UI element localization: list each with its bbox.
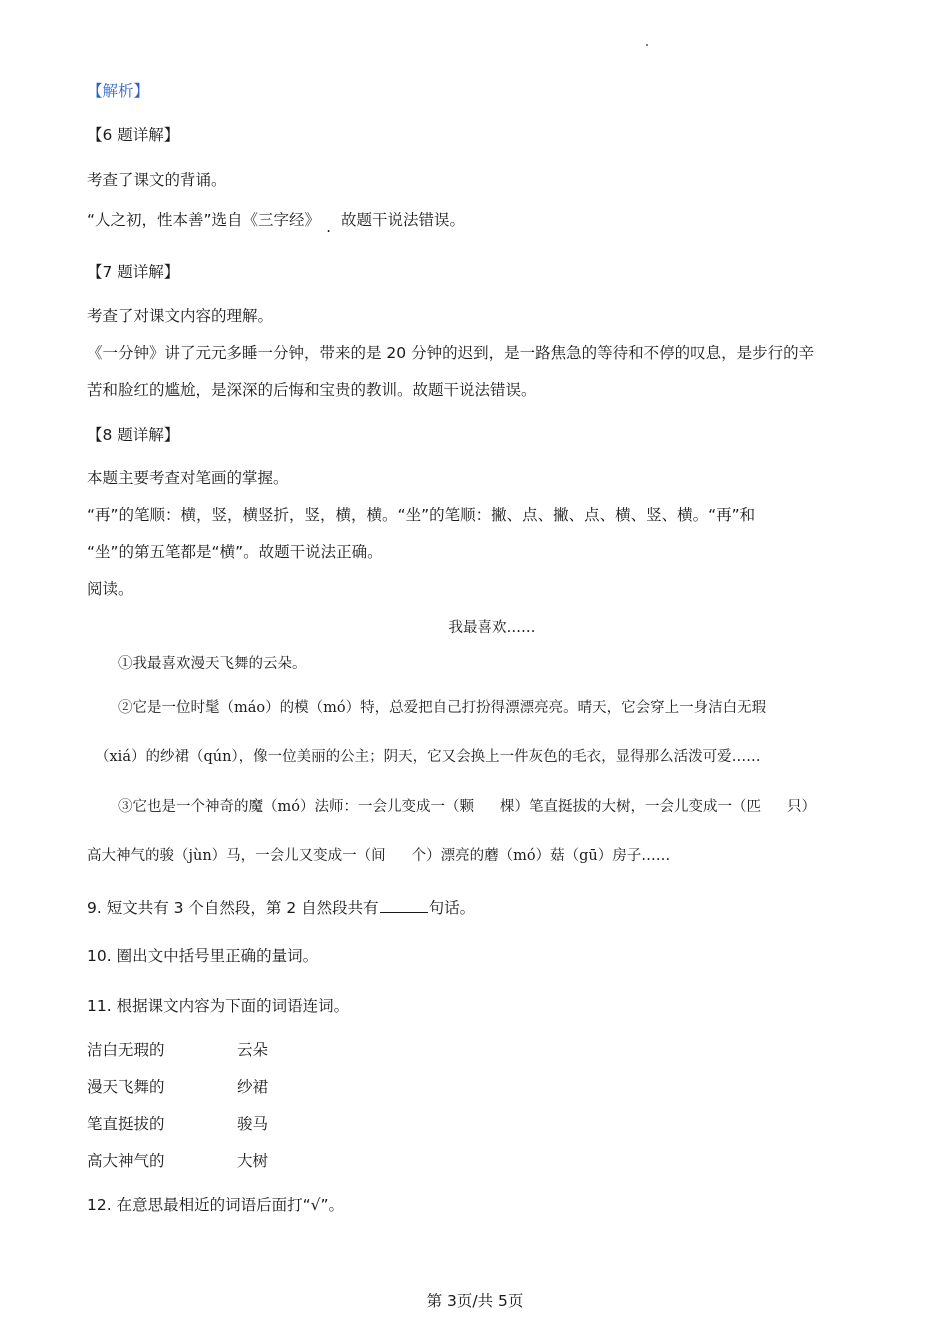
page-mark — [646, 44, 648, 46]
page-footer: 第 3页/共 5页 — [426, 1292, 524, 1310]
q11-left-item[interactable]: 洁白无瑕的 — [87, 1041, 165, 1059]
q11-right-item[interactable]: 骏马 — [237, 1115, 269, 1133]
passage-p2-line2: （xiá）的纱裙（qún），像一位美丽的公主；阴天，它又会换上一件灰色的毛衣，显得那么活泼可爱…… — [95, 749, 761, 765]
q9 — [87, 896, 475, 919]
q8-heading: 【8 题详解】 — [87, 426, 180, 444]
q12: 12. 在意思最相近的词语后面打“√”。 — [87, 1196, 345, 1214]
passage-p3-line2-a: 高大神气的骏（jùn）马，一会儿又变成一（间 — [87, 848, 386, 864]
passage-p2-line1: ②它是一位时髦（máo）的模（mó）特，总爱把自己打扮得漂漂亮亮。晴天，它会穿上一身洁白无瑕 — [118, 700, 767, 716]
q6-line2 — [87, 209, 466, 236]
q8-line3: “坐”的第五笔都是“横”。故题干说法正确。 — [87, 543, 383, 561]
q11-prompt: 11. 根据课文内容为下面的词语连词。 — [87, 997, 350, 1015]
passage-p3-line1-c: 只） — [786, 799, 816, 815]
q7-line2: 《一分钟》讲了元元多睡一分钟，带来的是 20 分钟的迟到，是一路焦急的等待和不停的叹息，是步行的辛 — [87, 344, 815, 362]
q9-text-before: 9. 短文共有 3 个自然段，第 2 自然段共有 — [87, 899, 379, 917]
q9-text-after: 句话。 — [428, 899, 476, 917]
passage-title: 我最喜欢…… — [448, 620, 536, 636]
q6-line2-dot: . — [326, 218, 331, 236]
q11-right-item[interactable]: 纱裙 — [237, 1078, 269, 1096]
q7-line3: 苦和脸红的尴尬，是深深的后悔和宝贵的教训。故题干说法错误。 — [87, 381, 537, 399]
q8-line1: 本题主要考查对笔画的掌握。 — [87, 469, 289, 487]
q11-right-item[interactable]: 大树 — [237, 1152, 269, 1170]
q11-left-item[interactable]: 笔直挺拔的 — [87, 1115, 165, 1133]
q8-line2: “再”的笔顺：横，竖，横竖折，竖，横，横。“坐”的笔顺：撇、点、撇、点、横、竖、横。“再”和 — [87, 506, 756, 524]
passage-p1: ①我最喜欢漫天飞舞的云朵。 — [118, 656, 307, 672]
q11-right-item[interactable]: 云朵 — [237, 1041, 269, 1059]
q9-answer-blank[interactable] — [380, 896, 428, 913]
passage-p3-line2 — [87, 845, 670, 867]
reading-label: 阅读。 — [87, 580, 134, 598]
q11-left-item[interactable]: 漫天飞舞的 — [87, 1078, 165, 1096]
passage-p3-line1-b: 棵）笔直挺拔的大树，一会儿变成一（匹 — [499, 799, 761, 815]
q7-line1: 考查了对课文内容的理解。 — [87, 307, 274, 325]
q6-line1: 考查了课文的背诵。 — [87, 171, 227, 189]
q6-line2-text: “人之初，性本善”选自《三字经》 — [87, 211, 321, 229]
q6-line2-conclusion: 故题干说法错误。 — [341, 211, 466, 229]
analysis-label: 【解析】 — [87, 82, 150, 100]
passage-p3-line2-b: 个）漂亮的蘑（mó）菇（gū）房子…… — [411, 848, 671, 864]
passage-p3-line1-a: ③它也是一个神奇的魔（mó）法师：一会儿变成一（颗 — [118, 799, 474, 815]
q10: 10. 圈出文中括号里正确的量词。 — [87, 947, 319, 965]
q7-heading: 【7 题详解】 — [87, 263, 180, 281]
q6-heading: 【6 题详解】 — [87, 126, 180, 144]
passage-p3-line1 — [118, 796, 816, 818]
q11-left-item[interactable]: 高大神气的 — [87, 1152, 165, 1170]
